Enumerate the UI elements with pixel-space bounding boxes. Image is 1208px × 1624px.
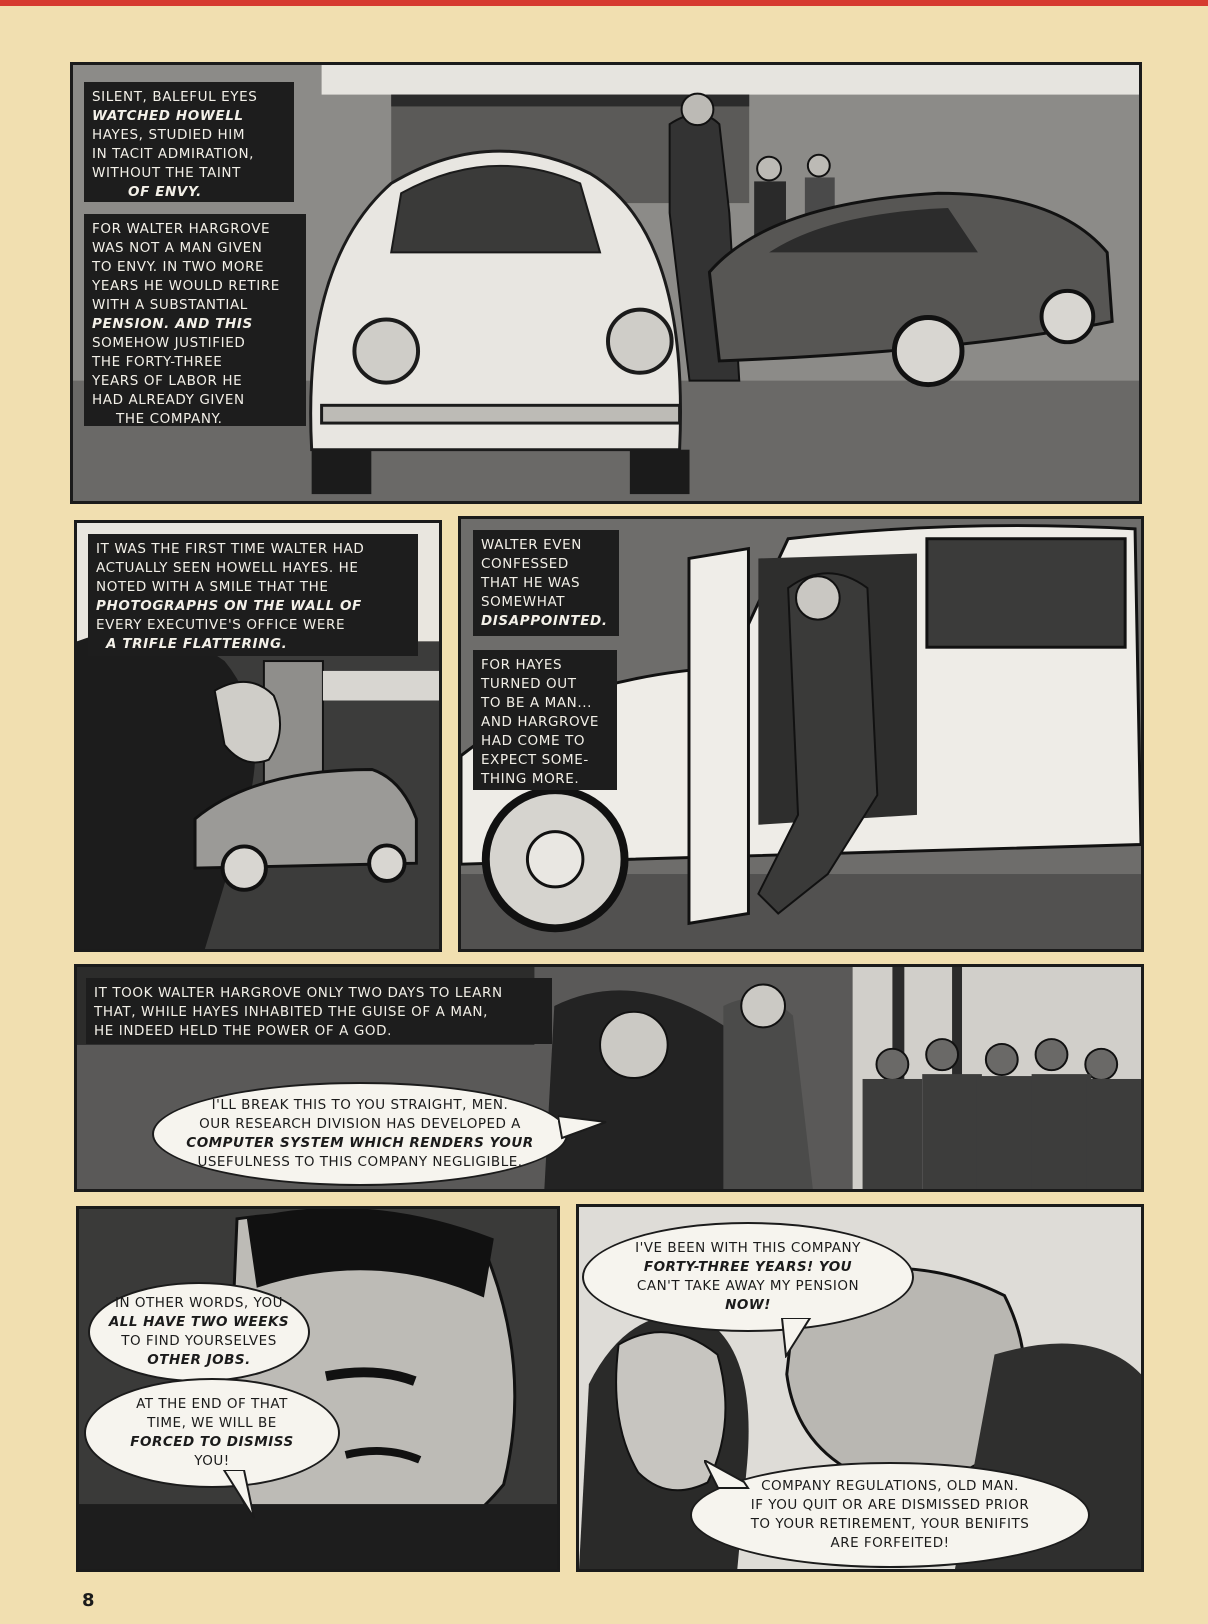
narration-caption-3b xyxy=(473,650,617,790)
caption-line: TO BE A MAN... xyxy=(481,695,593,711)
balloon-tail xyxy=(558,1110,608,1150)
speech-balloon-5b xyxy=(84,1378,340,1488)
balloon-tail xyxy=(220,1470,260,1520)
caption-line: WITH A SUBSTANTIAL xyxy=(92,297,248,313)
speech-balloon-4 xyxy=(152,1082,568,1186)
balloon-line: OUR RESEARCH DIVISION HAS DEVELOPED A xyxy=(199,1116,521,1132)
caption-line: HAD ALREADY GIVEN xyxy=(92,392,245,408)
caption-line: CONFESSED xyxy=(481,556,569,572)
balloon-line: AT THE END OF THAT xyxy=(136,1396,288,1412)
balloon-line: I'LL BREAK THIS TO YOU STRAIGHT, MEN. xyxy=(211,1097,509,1113)
caption-line: EVERY EXECUTIVE'S OFFICE WERE xyxy=(96,617,346,633)
caption-line: WITHOUT THE TAINT xyxy=(92,165,241,181)
caption-line: NOTED WITH A SMILE THAT THE xyxy=(96,579,329,595)
caption-line: PHOTOGRAPHS ON THE WALL OF xyxy=(96,598,362,614)
balloon-line: TO FIND YOURSELVES xyxy=(121,1333,277,1349)
caption-line: AND HARGROVE xyxy=(481,714,599,730)
balloon-line: CAN'T TAKE AWAY MY PENSION xyxy=(636,1278,860,1294)
caption-line: YEARS OF LABOR HE xyxy=(92,373,243,389)
balloon-line: ALL HAVE TWO WEEKS xyxy=(108,1314,290,1330)
narration-caption-1b xyxy=(84,214,306,426)
balloon-line: TIME, WE WILL BE xyxy=(147,1415,277,1431)
caption-line: WAS NOT A MAN GIVEN xyxy=(92,240,263,256)
balloon-line: I'VE BEEN WITH THIS COMPANY xyxy=(635,1240,861,1256)
narration-caption-2 xyxy=(88,534,418,656)
page-top-strip xyxy=(0,0,1208,6)
narration-caption-1a xyxy=(84,82,294,202)
caption-line: FOR HAYES xyxy=(481,657,563,673)
caption-line: EXPECT SOME- xyxy=(481,752,589,768)
balloon-line: FORCED TO DISMISS xyxy=(130,1434,294,1450)
narration-caption-4 xyxy=(86,978,552,1044)
balloon-line: IF YOU QUIT OR ARE DISMISSED PRIOR xyxy=(750,1497,1030,1513)
caption-line: WATCHED HOWELL xyxy=(92,108,244,124)
speech-balloon-6a xyxy=(582,1222,914,1332)
caption-line: SILENT, BALEFUL EYES xyxy=(92,89,258,105)
caption-line: THAT HE WAS xyxy=(481,575,581,591)
caption-line: DISAPPOINTED. xyxy=(481,613,608,629)
balloon-line: USEFULNESS TO THIS COMPANY NEGLIGIBLE. xyxy=(197,1154,523,1170)
balloon-line: IN OTHER WORDS, YOU xyxy=(114,1295,283,1311)
caption-line: TURNED OUT xyxy=(481,676,577,692)
caption-line: IT WAS THE FIRST TIME WALTER HAD xyxy=(96,541,365,557)
balloon-line: OTHER JOBS. xyxy=(147,1352,251,1368)
balloon-tail xyxy=(780,1318,820,1358)
caption-line: WALTER EVEN xyxy=(481,537,582,553)
balloon-line: NOW! xyxy=(725,1297,771,1313)
speech-balloon-5a xyxy=(88,1282,310,1382)
caption-line: HAYES, STUDIED HIM xyxy=(92,127,246,143)
balloon-line: TO YOUR RETIREMENT, YOUR BENIFITS xyxy=(750,1516,1030,1532)
caption-line: HAD COME TO xyxy=(481,733,586,749)
balloon-line: COMPUTER SYSTEM WHICH RENDERS YOUR xyxy=(186,1135,534,1151)
caption-line: THING MORE. xyxy=(481,771,580,787)
balloon-line: COMPANY REGULATIONS, OLD MAN. xyxy=(761,1478,1019,1494)
caption-line: SOMEWHAT xyxy=(481,594,566,610)
caption-line: THE FORTY-THREE xyxy=(92,354,223,370)
caption-line: IT TOOK WALTER HARGROVE ONLY TWO DAYS TO LEARN xyxy=(94,985,503,1001)
balloon-tail xyxy=(704,1460,754,1490)
balloon-line: FORTY-THREE YEARS! YOU xyxy=(643,1259,853,1275)
caption-line: YEARS HE WOULD RETIRE xyxy=(92,278,280,294)
caption-line: SOMEHOW JUSTIFIED xyxy=(92,335,246,351)
caption-line: A TRIFLE FLATTERING. xyxy=(106,636,288,652)
caption-line: ACTUALLY SEEN HOWELL HAYES. HE xyxy=(96,560,359,576)
caption-line: IN TACIT ADMIRATION, xyxy=(92,146,255,162)
caption-line: THAT, WHILE HAYES INHABITED THE GUISE OF A MAN, xyxy=(94,1004,488,1020)
page-number: 8 xyxy=(82,1590,95,1611)
balloon-line: ARE FORFEITED! xyxy=(830,1535,950,1551)
caption-line: THE COMPANY. xyxy=(116,411,223,427)
caption-line: TO ENVY. IN TWO MORE xyxy=(92,259,265,275)
narration-caption-3a xyxy=(473,530,619,636)
caption-line: HE INDEED HELD THE POWER OF A GOD. xyxy=(94,1023,393,1039)
caption-line: PENSION. AND THIS xyxy=(92,316,253,332)
caption-line: OF ENVY. xyxy=(128,184,202,200)
caption-line: FOR WALTER HARGROVE xyxy=(92,221,271,237)
balloon-line: YOU! xyxy=(194,1453,230,1469)
